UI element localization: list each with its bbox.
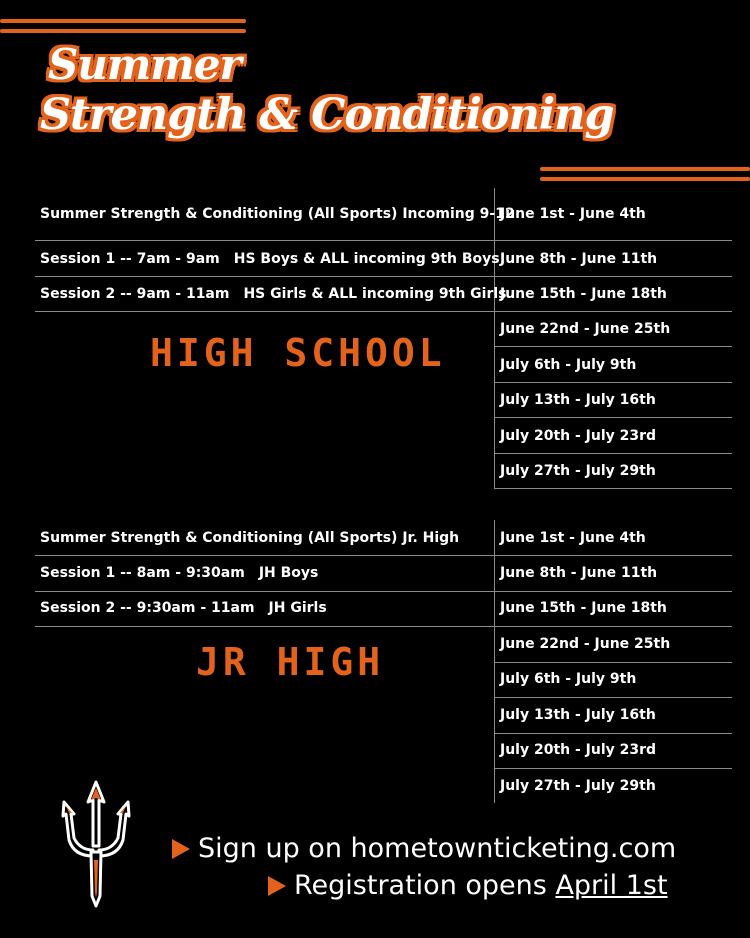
jh-date-divider — [494, 733, 732, 734]
jh-session-1-time: Session 1 -- 8am - 9:30am — [40, 565, 245, 581]
hs-date: June 15th - June 18th — [500, 286, 667, 302]
registration-date: April 1st — [555, 870, 668, 901]
jh-divider — [35, 626, 732, 627]
hs-header-row — [35, 206, 515, 222]
hs-date: July 20th - July 23rd — [500, 428, 657, 444]
hs-session-1-group: HS Boys & ALL incoming 9th Boys — [233, 251, 500, 267]
hs-session-2-group: HS Girls & ALL incoming 9th Girls — [243, 286, 507, 302]
signup-prefix: Sign up on — [198, 833, 351, 864]
hs-date-divider — [494, 417, 732, 418]
jh-date: June 22nd - June 25th — [500, 636, 671, 652]
jh-session-1 — [35, 565, 494, 581]
hs-date-divider — [494, 346, 732, 347]
jh-date: June 15th - June 18th — [500, 600, 667, 616]
jh-header-row — [35, 530, 494, 546]
hs-date: July 6th - July 9th — [500, 357, 637, 373]
jh-date: June 1st - June 4th — [500, 530, 646, 546]
jh-date: July 27th - July 29th — [500, 778, 656, 794]
jh-session-2 — [35, 600, 494, 616]
hs-session-1 — [35, 251, 500, 267]
hs-date-divider — [494, 382, 732, 383]
jh-session-2-group: JH Girls — [268, 600, 327, 616]
registration-line — [268, 870, 668, 901]
high-school-label: HIGH SCHOOL — [150, 331, 446, 375]
jh-divider — [35, 591, 732, 592]
signup-site-link[interactable]: hometownticketing.com — [350, 833, 677, 864]
hs-date: June 8th - June 11th — [500, 251, 658, 267]
hs-column-divider — [494, 188, 495, 489]
decor-stripe-top-2 — [0, 29, 246, 33]
jh-date-divider — [494, 662, 732, 663]
jh-session-2-time: Session 2 -- 9:30am - 11am — [40, 600, 255, 616]
play-arrow-icon — [268, 876, 286, 896]
decor-stripe-mid-2 — [540, 177, 750, 181]
trident-icon — [60, 780, 132, 908]
hs-header: Summer Strength & Conditioning (All Sports) Incoming 9-12 — [40, 206, 515, 222]
hs-divider — [35, 240, 732, 241]
jh-date-divider — [494, 697, 732, 698]
jr-high-label: JR HIGH — [196, 640, 385, 684]
hs-date: June 1st - June 4th — [500, 206, 646, 222]
hs-date: June 22nd - June 25th — [500, 321, 671, 337]
hs-date: July 27th - July 29th — [500, 463, 656, 479]
registration-prefix: Registration opens — [294, 870, 556, 901]
hs-divider — [35, 276, 732, 277]
jh-date: June 8th - June 11th — [500, 565, 658, 581]
hs-date-divider — [494, 488, 732, 489]
signup-line — [172, 833, 676, 864]
decor-stripe-mid-1 — [540, 167, 750, 171]
jh-session-1-group: JH Boys — [258, 565, 319, 581]
title-line-2: Strength & Conditioning — [40, 90, 614, 140]
jh-date: July 6th - July 9th — [500, 671, 637, 687]
jh-date: July 20th - July 23rd — [500, 742, 657, 758]
jh-header: Summer Strength & Conditioning (All Sports) Jr. High — [40, 530, 460, 546]
hs-session-2-time: Session 2 -- 9am - 11am — [40, 286, 230, 302]
jh-divider — [35, 555, 732, 556]
title-line-1: Summer — [48, 40, 241, 89]
hs-date: July 13th - July 16th — [500, 392, 656, 408]
decor-stripe-top-1 — [0, 19, 246, 23]
hs-session-1-time: Session 1 -- 7am - 9am — [40, 251, 220, 267]
jh-date-divider — [494, 768, 732, 769]
play-arrow-icon — [172, 839, 190, 859]
hs-date-divider — [494, 453, 732, 454]
jh-date: July 13th - July 16th — [500, 707, 656, 723]
hs-divider — [35, 311, 732, 312]
hs-session-2 — [35, 286, 507, 302]
